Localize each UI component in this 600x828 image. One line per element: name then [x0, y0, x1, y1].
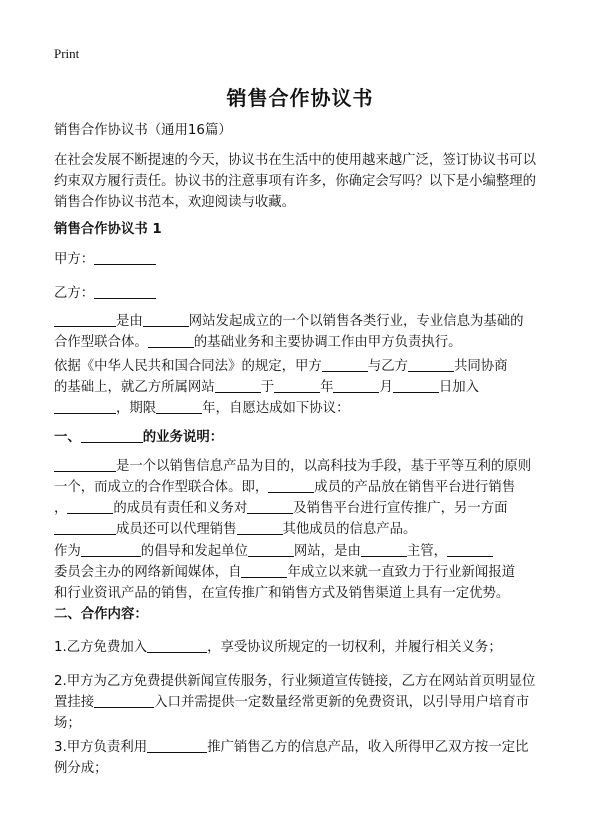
section-heading-1 — [54, 427, 546, 448]
party-b-line — [54, 283, 546, 304]
paragraph-line — [54, 356, 546, 377]
text-segment: ，期限 — [116, 401, 157, 416]
text-segment: 成员的产品放在销售平台进行销售 — [314, 480, 516, 495]
text-segment: 入口并需提供一定数量经常更新的免费资讯，以引导用户培育市 — [154, 695, 530, 710]
text-segment: 合作型联合体。 — [54, 335, 148, 350]
text-segment: 是一个以销售信息产品为目的，以高科技为手段，基于平等互利的原则 — [116, 459, 532, 474]
paragraph-line — [54, 377, 546, 398]
text-segment: 作为 — [54, 544, 81, 559]
blank-line — [237, 520, 283, 535]
paragraph-4 — [54, 541, 546, 604]
text-segment: 的基础上，就乙方所属网站 — [54, 380, 215, 395]
text-segment: 主管， — [406, 544, 448, 559]
paragraph-line — [54, 737, 546, 758]
paragraph-line — [54, 637, 546, 658]
text-segment: 的倡导和发起单位 — [140, 544, 248, 559]
text-segment: 3.甲方负责利用 — [54, 740, 148, 755]
blank-line — [241, 563, 287, 578]
blank-line — [215, 378, 261, 393]
blank-line — [54, 312, 116, 327]
text-segment: 成员还可以代理销售 — [116, 522, 237, 537]
blank-line — [247, 499, 293, 514]
blank-line — [408, 357, 454, 372]
text-segment: 是由 — [116, 314, 143, 329]
paragraph-line — [54, 583, 546, 604]
paragraph-line — [54, 332, 546, 353]
intro-paragraph — [54, 150, 546, 213]
paragraph-line — [54, 498, 546, 519]
text-segment: 的业务说明： — [142, 430, 224, 445]
blank-line — [274, 378, 320, 393]
paragraph-1 — [54, 311, 546, 353]
text-segment: 的成员有责任和义务对 — [113, 501, 248, 516]
paragraph-line — [54, 311, 546, 332]
blank-line — [94, 250, 156, 265]
text-segment: 年成立以来就一直致力于行业新闻报道 — [287, 565, 516, 580]
blank-line — [393, 378, 439, 393]
text-segment: 日加入 — [438, 380, 480, 395]
text-segment: 1.乙方免费加入 — [54, 640, 148, 655]
paragraph-line — [54, 519, 546, 540]
paragraph-line: 例分成； — [54, 761, 108, 776]
paragraph-2 — [54, 356, 546, 419]
text-segment: 一、 — [54, 430, 81, 445]
text-segment: 推广销售乙方的信息产品，收入所得甲乙双方按一定比 — [207, 740, 529, 755]
text-segment: ，享受协议所规定的一切权利，并履行相关义务； — [207, 640, 502, 655]
blank-line — [361, 542, 407, 557]
blank-line — [143, 312, 189, 327]
blank-line — [54, 520, 116, 535]
clause-2 — [54, 671, 546, 734]
intro-line: 约束双方履行责任。协议书的注意事项有许多，你确定会写吗？以下是小编整理的 — [54, 174, 537, 189]
party-a-label: 甲方： — [54, 252, 95, 267]
paragraph-line: 场； — [54, 716, 81, 731]
intro-line: 销售合作协议书范本，欢迎阅读与收藏。 — [54, 195, 296, 210]
clause-1 — [54, 637, 546, 658]
page-title: 销售合作协议书 — [226, 86, 374, 110]
party-b-label: 乙方： — [54, 286, 95, 301]
blank-line — [322, 357, 368, 372]
text-segment: 一个，而成立的合作型联合体。即， — [54, 480, 269, 495]
paragraph-line — [54, 541, 546, 562]
text-segment: 年 — [320, 380, 334, 395]
blank-line — [94, 693, 154, 708]
blank-line — [147, 738, 207, 753]
blank-line — [94, 284, 156, 299]
blank-line — [248, 542, 294, 557]
text-segment: 网站，是由 — [293, 544, 361, 559]
paragraph-line — [54, 477, 546, 498]
blank-line — [147, 638, 207, 653]
text-segment: 年，自愿达成如下协议： — [202, 401, 350, 416]
text-segment: 的基础业务和主要协调工作由甲方负责执行。 — [193, 335, 462, 350]
blank-line — [447, 542, 493, 557]
party-a-line — [54, 249, 546, 270]
text-segment: 依据《中华人民共和国合同法》的规定，甲方 — [54, 359, 322, 374]
text-segment: ， — [54, 501, 68, 516]
paragraph-line — [54, 692, 546, 713]
text-segment: 月 — [379, 380, 393, 395]
paragraph-line — [54, 456, 546, 477]
paragraph-line: 2.甲方为乙方免费提供新闻宣传服务，行业频道宣传链接，乙方在网站首页明显位 — [54, 674, 536, 689]
text-segment: 与乙方 — [367, 359, 408, 374]
blank-line — [156, 399, 202, 414]
blank-line — [54, 457, 116, 472]
blank-line — [67, 499, 113, 514]
text-segment: 共同协商 — [453, 359, 508, 374]
blank-line — [268, 478, 314, 493]
section-heading: 销售合作协议书 1 — [54, 222, 162, 237]
paragraph-3 — [54, 456, 546, 540]
text-segment: 和行业资讯产品的销售，在宣传推广和销售方式及销售渠道上具有一定优势。 — [54, 586, 510, 601]
section-heading-2: 二、合作内容： — [54, 607, 148, 622]
text-segment: 网站发起成立的一个以销售各类行业，专业信息为基础的 — [188, 314, 524, 329]
intro-line: 在社会发展不断提速的今天，协议书在生活中的使用越来越广泛，签订协议书可以 — [54, 153, 537, 168]
blank-line — [81, 542, 141, 557]
print-link[interactable]: Print — [54, 46, 80, 61]
paragraph-line — [54, 562, 546, 583]
text-segment: 置挂接 — [54, 695, 95, 710]
document-subtitle: 销售合作协议书（通用16篇） — [54, 123, 232, 138]
clause-3 — [54, 737, 546, 779]
paragraph-line — [54, 398, 546, 419]
text-segment: 于 — [260, 380, 275, 395]
blank-line — [54, 399, 116, 414]
text-segment: 委员会主办的网络新闻媒体，自 — [54, 565, 242, 580]
text-segment: 及销售平台进行宣传推广，另一方面 — [293, 501, 508, 516]
text-segment: 其他成员的信息产品。 — [282, 522, 417, 537]
blank-line — [81, 428, 143, 443]
blank-line — [148, 333, 194, 348]
blank-line — [333, 378, 379, 393]
